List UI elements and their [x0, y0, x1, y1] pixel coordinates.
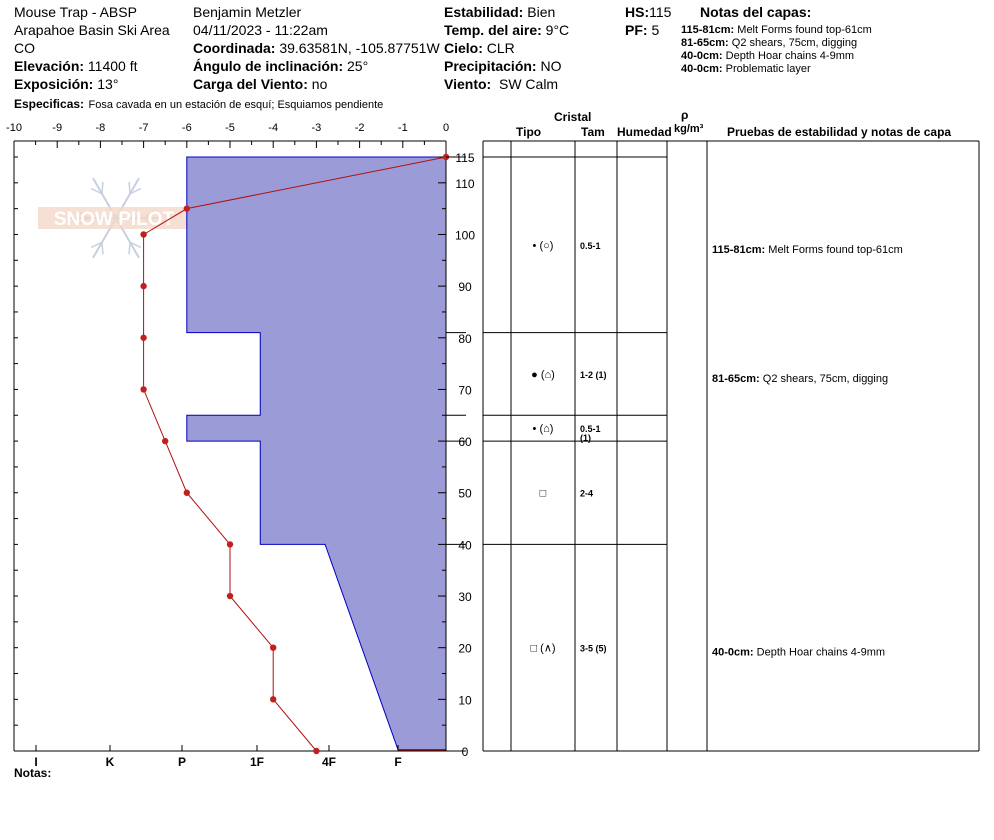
snowflake-branch	[102, 242, 103, 254]
layer-crystal-size: 0.5-1	[580, 240, 601, 251]
depth-tick-label: 90	[458, 280, 472, 295]
crystal-header: Cristal	[554, 110, 592, 124]
depth-tick-label: 30	[458, 590, 472, 605]
hs-value: 115	[649, 4, 672, 20]
depth-tick-label: 70	[458, 383, 472, 398]
pf-row	[625, 23, 659, 37]
hardness-tick-label: F	[394, 755, 402, 769]
layer-crystal-type: □	[539, 487, 547, 500]
coord-value: 39.63581N, -105.87751W	[279, 40, 440, 56]
wind-value: SW Calm	[498, 76, 559, 92]
temp-tick-label: -4	[268, 122, 279, 134]
wind-load-value: no	[311, 76, 328, 92]
coord-label: Coordinada:	[193, 40, 276, 56]
temp-tick-label: -2	[354, 122, 365, 134]
layer-crystal-size: 2-4	[580, 488, 594, 499]
sky-label: Cielo:	[444, 40, 483, 56]
state-name: CO	[14, 40, 35, 56]
temp-tick-label: -8	[95, 122, 106, 134]
aspect-value: 13°	[97, 76, 119, 92]
temperature-point	[313, 748, 319, 754]
depth-tick-label: 80	[458, 331, 472, 346]
layer-crystal-type: ● (⌂)	[531, 368, 555, 381]
precip-row	[444, 59, 561, 73]
elevation-value: 11400 ft	[87, 58, 138, 74]
layer-note-3: 40-0cm: Depth Hoar chains 4-9mm	[681, 50, 855, 62]
temperature-point	[140, 386, 146, 392]
hardness-tick-label: K	[105, 755, 115, 769]
depth-tick-label: 20	[458, 641, 472, 656]
layer-crystal-type: □ (∧)	[530, 642, 556, 655]
tests-header: Pruebas de estabilidad y notas de capa	[727, 125, 952, 139]
hardness-tick-label: P	[177, 755, 187, 769]
depth-tick-label: 110	[455, 176, 475, 191]
hardness-tick-label: 1F	[249, 755, 265, 769]
specifics-label: Especificas:	[14, 97, 85, 111]
moisture-header: Humedad	[617, 125, 672, 139]
precip-label: Precipitación:	[444, 58, 537, 74]
layer-test-note: 115-81cm: Melt Forms found top-61cm	[712, 243, 903, 256]
layer-crystal-size: 0.5-1	[580, 424, 601, 435]
specifics-row	[14, 96, 383, 112]
wind-load-label: Carga del Viento:	[193, 76, 308, 92]
density-symbol: ρ	[681, 108, 689, 122]
snowflake-branch	[129, 242, 130, 254]
layer-test-note: 81-65cm: Q2 shears, 75cm, digging	[712, 372, 889, 385]
temp-tick-label: 0	[442, 122, 450, 134]
area-name: Arapahoe Basin Ski Area	[14, 22, 170, 38]
temperature-point	[270, 644, 276, 650]
layer-test-note: 40-0cm: Depth Hoar chains 4-9mm	[712, 646, 886, 659]
slope-value: 25°	[347, 58, 369, 74]
temp-tick-label: -7	[138, 122, 149, 134]
depth-tick-label: 60	[458, 435, 472, 450]
layer-crystal-type: • (⌂)	[532, 423, 554, 436]
stability-value: Bien	[527, 4, 556, 20]
type-header: Tipo	[516, 125, 542, 139]
depth-tick-label: 100	[454, 228, 476, 243]
aspect-row	[14, 77, 118, 91]
temp-tick-label: -3	[311, 122, 322, 134]
snowflake-branch	[102, 182, 103, 194]
wind-label: Viento:	[444, 76, 492, 92]
size-header: Tam	[581, 125, 605, 139]
air-temp-value: 9°C	[545, 22, 570, 38]
logo-text: SNOW PILOT	[53, 209, 175, 230]
layer-crystal-size: 1-2 (1)	[580, 369, 607, 380]
temp-tick-label: -6	[181, 122, 192, 134]
air-temp-row	[444, 23, 569, 37]
snowpilot-logo	[38, 178, 190, 258]
temperature-point	[140, 231, 146, 237]
layer-crystal-size: 3-5 (5)	[580, 643, 607, 654]
slope-label: Ángulo de inclinación:	[193, 58, 344, 74]
temperature-point	[140, 335, 146, 341]
hs-label: HS:	[625, 4, 650, 20]
stability-row	[444, 5, 555, 19]
coord-row	[193, 41, 440, 55]
depth-tick-label: 50	[458, 486, 472, 501]
density-unit: kg/m³	[674, 123, 704, 135]
elevation-label: Elevación:	[14, 58, 85, 74]
hardness-profile	[187, 157, 446, 751]
pf-value: 5	[651, 22, 660, 38]
hardness-tick-label: 4F	[321, 755, 337, 769]
temp-tick-label: -10	[6, 122, 22, 134]
sky-row	[444, 41, 515, 55]
site-name: Mouse Trap - ABSP	[14, 4, 137, 20]
specifics-value: Fosa cavada en un estación de esquí; Esquiamos pendiente	[88, 99, 384, 111]
pf-label: PF:	[625, 22, 648, 38]
hardness-tick-label: I	[34, 755, 38, 769]
temp-tick-label: -5	[225, 122, 235, 134]
layer-note-4: 40-0cm: Problematic layer	[681, 63, 811, 75]
wind-load-row	[193, 77, 327, 91]
wind-row	[444, 77, 558, 91]
depth-tick-label: 0	[461, 745, 469, 759]
depth-tick-label: 115	[455, 151, 475, 165]
layer-notes-title: Notas del capas:	[700, 4, 812, 20]
depth-tick-label: 10	[458, 693, 472, 708]
temperature-point	[162, 438, 168, 444]
aspect-label: Exposición:	[14, 76, 94, 92]
datetime: 04/11/2023 - 11:22am	[193, 22, 328, 38]
notes-label: Notas:	[14, 766, 52, 780]
layer-crystal-type: • (○)	[532, 239, 554, 252]
temperature-point	[227, 593, 233, 599]
temperature-point	[227, 541, 233, 547]
temperature-point	[184, 205, 190, 211]
temperature-point	[184, 490, 190, 496]
temp-tick-label: -1	[397, 122, 408, 134]
elevation-row	[14, 59, 137, 73]
stability-label: Estabilidad:	[444, 4, 524, 20]
layer-note-1: 115-81cm: Melt Forms found top-61cm	[681, 24, 872, 36]
air-temp-label: Temp. del aire:	[444, 22, 542, 38]
layer-crystal-size: (1)	[580, 433, 591, 444]
depth-tick-label: 40	[458, 538, 472, 553]
precip-value: NO	[540, 58, 562, 74]
temperature-point	[270, 696, 276, 702]
snowflake-branch	[129, 182, 130, 194]
slope-row	[193, 59, 368, 73]
hs-row	[625, 5, 671, 19]
sky-value: CLR	[486, 40, 515, 56]
temp-tick-label: -9	[52, 122, 63, 134]
layer-note-2: 81-65cm: Q2 shears, 75cm, digging	[681, 37, 858, 49]
observer-name: Benjamin Metzler	[193, 4, 302, 20]
temperature-point	[140, 283, 146, 289]
